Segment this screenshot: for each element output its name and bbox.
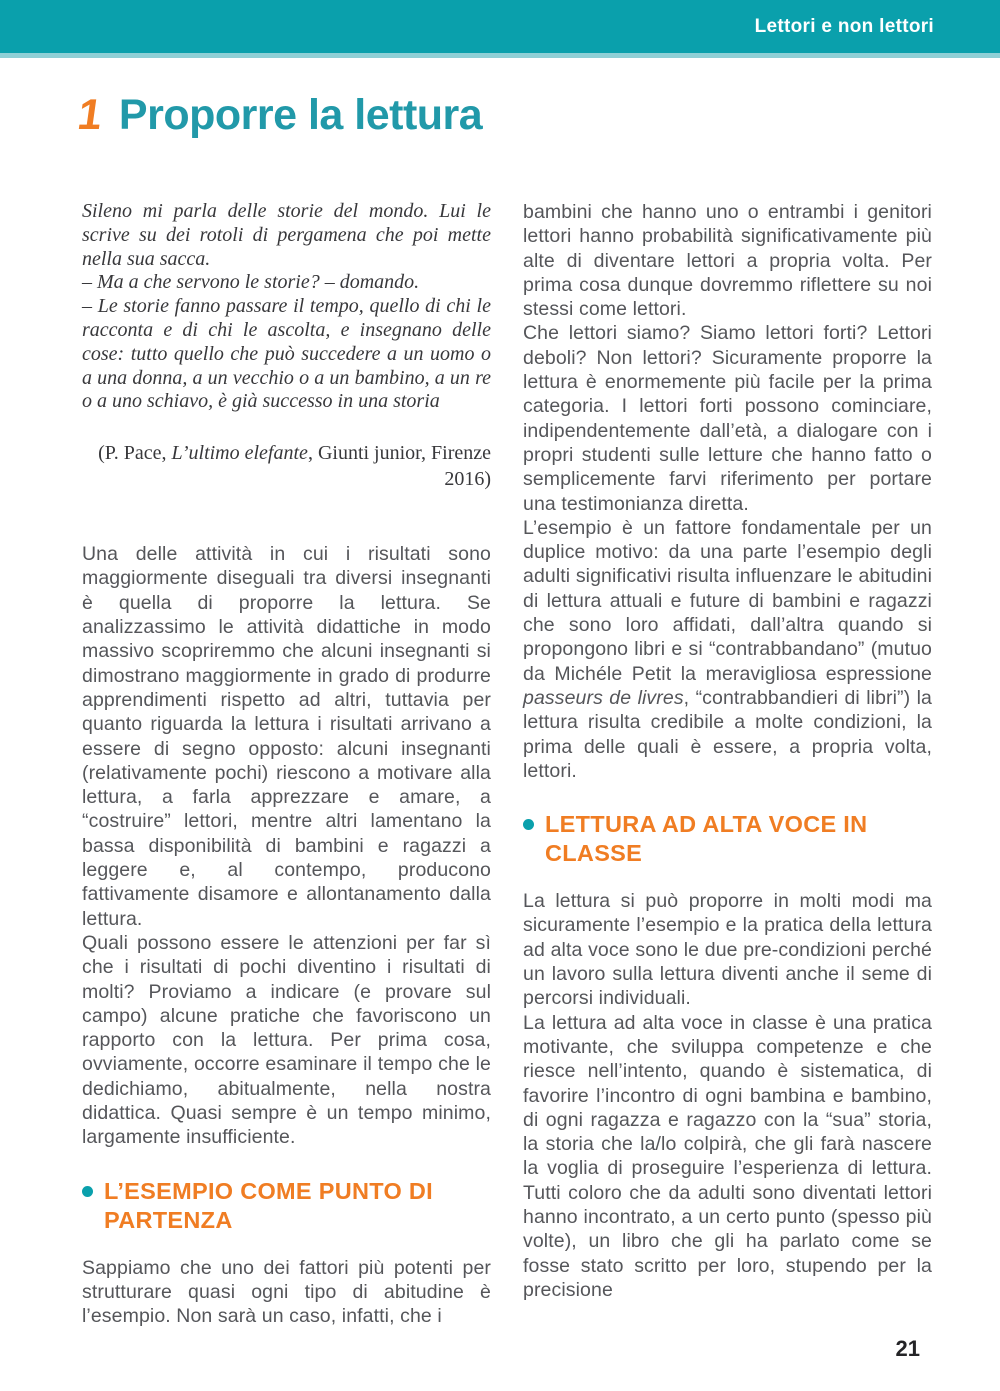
body-paragraph: bambini che hanno uno o entrambi i genitori lettori hanno probabilità significativamente più alte di diventare lettori a propria volta. Per prima cosa dunque dovremmo riflettere su noi stessi come lettori. [523, 201, 932, 321]
quote-paragraph: Sileno mi parla delle storie del mondo. Lui le scrive su dei rotoli di pergamena che poi mette nella sua sacca. [82, 200, 491, 270]
two-column-layout [82, 200, 932, 1328]
opening-quote [82, 200, 491, 414]
section-heading-label: LETTURA AD ALTA VOCE IN CLASSE [545, 811, 868, 867]
section-heading-esempio [82, 1177, 491, 1235]
attribution-prefix: (P. Pace, [98, 442, 172, 465]
body-paragraph: La lettura ad alta voce in classe è una pratica motivante, che sviluppa competenze e che riesce nell’intento, quando è sistematica, di favorire l’incontro di ogni bambina e bambino, di ogni ragazza e ragazzo con la “sua” storia, la storia che la/lo colpirà, che gli farà nascere la voglia di proseguire l’esperienza di lettura. Tutti coloro che da adulti sono diventati lettori hanno incontrato, a un certo punto (spesso più volte), un libro che gli ha parlato come se fosse stato scritto per loro, stupendo per la precisione [523, 1011, 932, 1301]
body-paragraph: Che lettori siamo? Siamo lettori forti? Lettori deboli? Non lettori? Sicuramente proporre la lettura è enormemente più facile per la prima categoria. I lettori forti possono cominciare, indipendentemente dall’età, a dialogare con i propri studenti sulle letture che hanno fatto o semplicemente farvi riferimento per portare una testimonianza diretta. [523, 322, 932, 515]
body-paragraph: La lettura si può proporre in molti modi ma sicuramente l’esempio e la pratica della lettura ad alta voce sono le due pre-condizioni perché un lavoro sulla lettura diventi anche il seme di percorsi individuali. [523, 890, 932, 1010]
paragraph-text: , “contrabbandieri di libri”) la lettura risulta credibile a molte condizioni, la prima delle quali è essere, a propria volta, lettori. [523, 686, 932, 782]
running-head: Lettori e non lettori [754, 15, 934, 37]
page-number: 21 [895, 1336, 920, 1361]
section-heading-label: L’ESEMPIO COME PUNTO DI PARTENZA [104, 1177, 433, 1233]
chapter-title: Proporre la lettura [118, 91, 483, 139]
paragraph-text: L’esempio è un fattore fondamentale per un duplice motivo: da una parte l’esempio degli adulti significativi risulta influenzare le abitudini di lettura attuali e future di bambini e ragazzi che sono loro affidati, dall’altra quando si propongono libri e si “contrabbandano” (mutuo da Michéle Petit la meravigliosa espressione [523, 516, 932, 685]
section-bullet-icon [523, 819, 534, 830]
foreign-phrase: passeurs de livres [523, 686, 684, 709]
quote-paragraph: – Le storie fanno passare il tempo, quello di chi le racconta e di chi le ascolta, e insegnano delle cose: tutto quello che può succedere a un uomo o a una donna, a un vecchio o a un bambino, a un re o a uno schiavo, è già successo in una storia [82, 295, 491, 413]
quote-paragraph: – Ma a che servono le storie? – domando. [82, 271, 420, 294]
body-paragraph: Quali possono essere le attenzioni per far sì che i risultati di pochi diventino i risultati di molti? Proviamo a indicare (e provare sul campo) alcune pratiche che favoriscono un rapporto con la lettura. Per prima cosa, ovviamente, occorre esaminare il tempo che le dedichiamo, abitualmente, nella nostra didattica. Quasi sempre è un tempo minimo, largamente insufficiente. [82, 931, 491, 1149]
attribution-suffix: , Giunti junior, Firenze 2016) [307, 442, 491, 491]
book-title: L’ultimo elefante [171, 442, 308, 465]
section-bullet-icon [82, 1186, 93, 1197]
section-heading-lettura [523, 810, 932, 868]
header-band [0, 0, 1000, 58]
body-paragraph: Una delle attività in cui i risultati sono maggiormente diseguali tra diversi insegnanti è quella di proporre la lettura. Se analizzassimo le attività didattiche in modo massivo scopriremmo che alcuni insegnanti si dimostrano maggiormente in grado di produrre apprendimenti rispetto ad altri, tuttavia per quanto riguarda la lettura i risultati arrivano a essere di segno opposto: alcuni insegnanti (relativamente pochi) riescono a motivare alla lettura, a farla apprezzare e amare, a “costruire” lettori, mentre altri lamentano la bassa disponibilità di bambini e ragazzi a leggere e, al contempo, producono fattivamente disamore e allontanamento dalla lettura. [82, 543, 491, 930]
quote-attribution [82, 440, 491, 492]
left-column [82, 200, 491, 1328]
right-column [523, 200, 932, 1328]
chapter-number: 1 [74, 91, 106, 139]
chapter-heading [74, 91, 483, 139]
body-paragraph: Sappiamo che uno dei fattori più potenti per strutturare quasi ogni tipo di abitudine è l’esempio. Non sarà un caso, infatti, che i [82, 1256, 491, 1328]
body-paragraph [523, 516, 932, 783]
